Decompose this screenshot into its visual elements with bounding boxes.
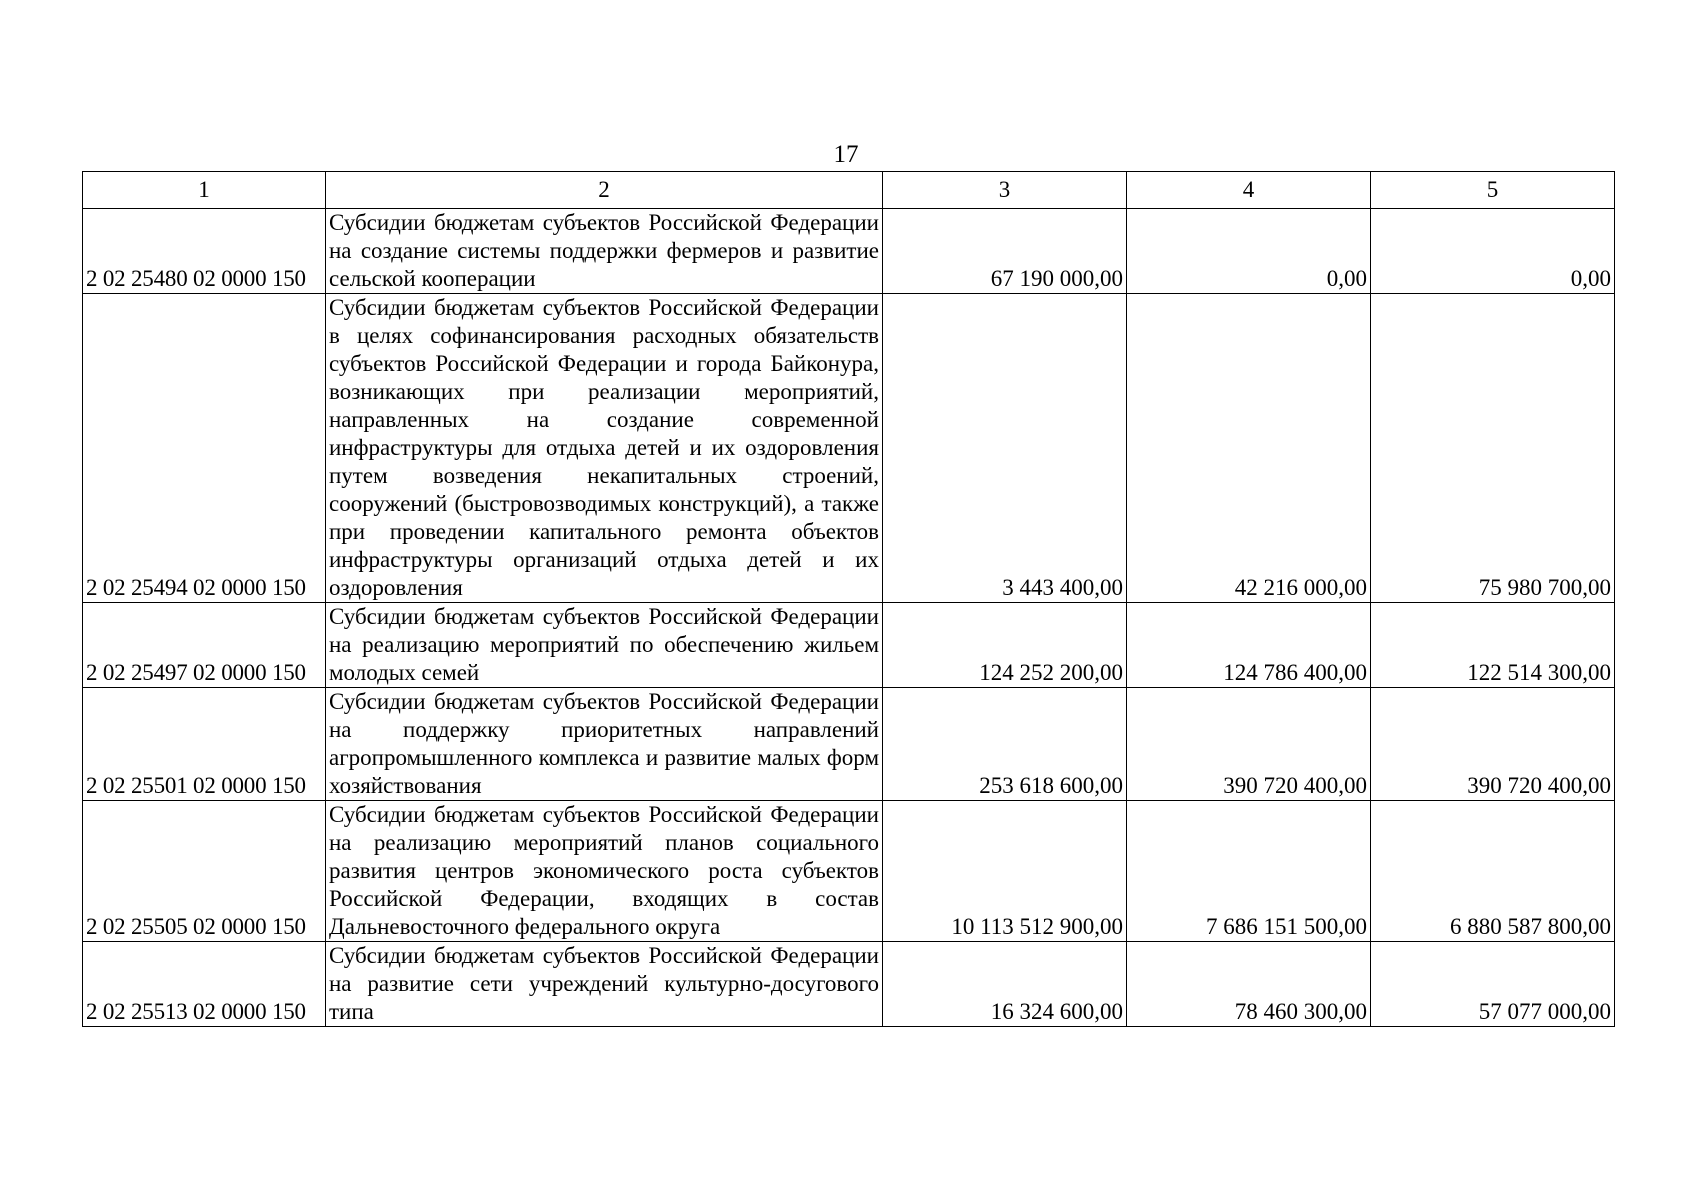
budget-code-cell: 2 02 25494 02 0000 150 [83,294,326,603]
description-cell: Субсидии бюджетам субъектов Российской Федерации в целях софинансирования расходных обязательств субъектов Российской Федерации и города Байконура, возникающих при реализации мероприятий, направленных на создание современной инфраструктуры для отдыха детей и их оздоровления путем возведения некапитальных строений, сооружений (быстровозводимых конструкций), а также при проведении капитального ремонта объектов инфраструктуры организаций отдыха детей и их оздоровления [326,294,883,603]
table-row [83,603,1615,688]
amount-col4-cell: 390 720 400,00 [1127,688,1371,801]
column-header-3: 3 [883,172,1127,209]
description-cell: Субсидии бюджетам субъектов Российской Федерации на развитие сети учреждений культурно-досугового типа [326,942,883,1027]
budget-code-cell: 2 02 25480 02 0000 150 [83,209,326,294]
amount-col5-cell: 6 880 587 800,00 [1371,801,1615,942]
amount-col5-cell: 122 514 300,00 [1371,603,1615,688]
description-cell: Субсидии бюджетам субъектов Российской Федерации на поддержку приоритетных направлений агропромышленного комплекса и развитие малых форм хозяйствования [326,688,883,801]
column-header-2: 2 [326,172,883,209]
amount-col3-cell: 67 190 000,00 [883,209,1127,294]
amount-col5-cell: 75 980 700,00 [1371,294,1615,603]
table-row [83,942,1615,1027]
amount-col4-cell: 0,00 [1127,209,1371,294]
table-row [83,688,1615,801]
amount-col3-cell: 253 618 600,00 [883,688,1127,801]
column-header-5: 5 [1371,172,1615,209]
page-number: 17 [833,141,859,168]
description-cell: Субсидии бюджетам субъектов Российской Федерации на реализацию мероприятий планов социального развития центров экономического роста субъектов Российской Федерации, входящих в состав Дальневосточного федерального округа [326,801,883,942]
table-row [83,209,1615,294]
description-cell: Субсидии бюджетам субъектов Российской Федерации на реализацию мероприятий по обеспечению жильем молодых семей [326,603,883,688]
budget-table [82,171,1615,1027]
budget-code-cell: 2 02 25497 02 0000 150 [83,603,326,688]
amount-col3-cell: 10 113 512 900,00 [883,801,1127,942]
table-row [83,801,1615,942]
amount-col4-cell: 7 686 151 500,00 [1127,801,1371,942]
amount-col5-cell: 390 720 400,00 [1371,688,1615,801]
amount-col3-cell: 124 252 200,00 [883,603,1127,688]
budget-code-cell: 2 02 25513 02 0000 150 [83,942,326,1027]
table-header-row [83,172,1615,209]
amount-col3-cell: 3 443 400,00 [883,294,1127,603]
amount-col4-cell: 78 460 300,00 [1127,942,1371,1027]
amount-col4-cell: 124 786 400,00 [1127,603,1371,688]
column-header-4: 4 [1127,172,1371,209]
amount-col5-cell: 0,00 [1371,209,1615,294]
budget-code-cell: 2 02 25505 02 0000 150 [83,801,326,942]
budget-code-cell: 2 02 25501 02 0000 150 [83,688,326,801]
table-row [83,294,1615,603]
description-cell: Субсидии бюджетам субъектов Российской Федерации на создание системы поддержки фермеров и развитие сельской кооперации [326,209,883,294]
column-header-1: 1 [83,172,326,209]
amount-col4-cell: 42 216 000,00 [1127,294,1371,603]
amount-col3-cell: 16 324 600,00 [883,942,1127,1027]
amount-col5-cell: 57 077 000,00 [1371,942,1615,1027]
